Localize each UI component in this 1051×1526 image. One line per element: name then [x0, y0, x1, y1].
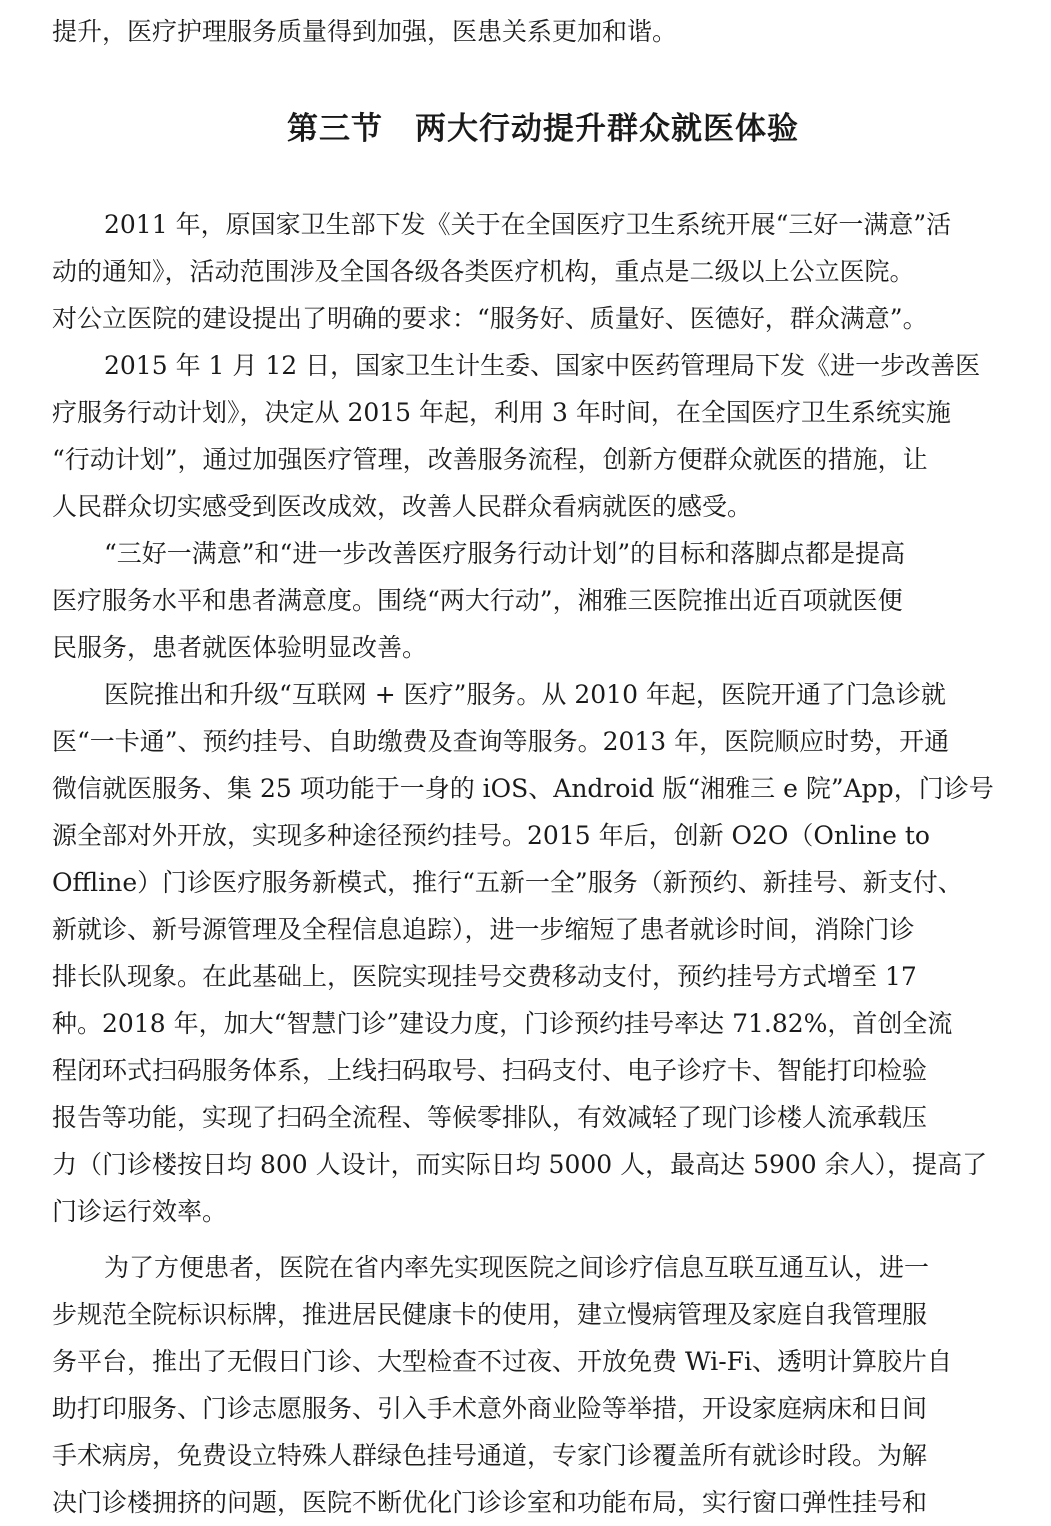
text-line: 民服务，患者就医体验明显改善。 [52, 633, 428, 662]
text-line: 程闭环式扫码服务体系，上线扫码取号、扫码支付、电子诊疗卡、智能打印检验 [52, 1056, 928, 1085]
paragraph [52, 1244, 1034, 1526]
paragraph [52, 671, 1034, 1235]
section-heading: 第三节 两大行动提升群众就医体验 [287, 111, 799, 147]
paragraph [52, 201, 1034, 342]
text-line: 人民群众切实感受到医改成效，改善人民群众看病就医的感受。 [52, 492, 753, 521]
document-page [52, 8, 1034, 1526]
text-line: 报告等功能，实现了扫码全流程、等候零排队，有效减轻了现门诊楼人流承载压 [52, 1103, 928, 1132]
text-line: 种。2018 年，加大“智慧门诊”建设力度，门诊预约挂号率达 71.82%，首创全流 [52, 1009, 953, 1038]
text-line: 新就诊、新号源管理及全程信息追踪），进一步缩短了患者就诊时间，消除门诊 [52, 915, 915, 944]
text-line: 步规范全院标识标牌，推进居民健康卡的使用，建立慢病管理及家庭自我管理服 [52, 1300, 928, 1329]
text-line: 对公立医院的建设提出了明确的要求：“服务好、质量好、医德好，群众满意”。 [52, 304, 928, 333]
text-line: 医院推出和升级“互联网 + 医疗”服务。从 2010 年起，医院开通了门急诊就 [104, 680, 946, 709]
text-line: 医“一卡通”、预约挂号、自助缴费及查询等服务。2013 年，医院顺应时势，开通 [52, 727, 950, 756]
text-line: 为了方便患者，医院在省内率先实现医院之间诊疗信息互联互通互认，进一 [104, 1253, 930, 1282]
text-line: 排长队现象。在此基础上，医院实现挂号交费移动支付，预约挂号方式增至 17 [52, 962, 917, 991]
text-line: Offline）门诊医疗服务新模式，推行“五新一全”服务（新预约、新挂号、新支付、 [52, 868, 963, 897]
text-line: 手术病房，免费设立特殊人群绿色挂号通道，专家门诊覆盖所有就诊时段。为解 [52, 1441, 928, 1470]
text-line: 力（门诊楼按日均 800 人设计，而实际日均 5000 人，最高达 5900 余人），提高了 [52, 1150, 988, 1179]
paragraph [52, 530, 1034, 671]
paragraph [52, 342, 1034, 530]
text-line: 动的通知》，活动范围涉及全国各级各类医疗机构，重点是二级以上公立医院。 [52, 257, 915, 286]
body-text [52, 201, 1034, 1526]
text-line: 助打印服务、门诊志愿服务、引入手术意外商业险等举措，开设家庭病床和日间 [52, 1394, 928, 1423]
lead-line: 提升，医疗护理服务质量得到加强，医患关系更加和谐。 [52, 17, 678, 46]
text-line: 决门诊楼拥挤的问题，医院不断优化门诊诊室和功能布局，实行窗口弹性挂号和 [52, 1488, 928, 1517]
text-line: 务平台，推出了无假日门诊、大型检查不过夜、开放免费 Wi-Fi、透明计算胶片自 [52, 1347, 952, 1376]
text-line: “行动计划”，通过加强医疗管理，改善服务流程，创新方便群众就医的措施，让 [52, 445, 928, 474]
text-line: “三好一满意”和“进一步改善医疗服务行动计划”的目标和落脚点都是提高 [104, 539, 906, 568]
text-line: 疗服务行动计划》，决定从 2015 年起，利用 3 年时间，在全国医疗卫生系统实施 [52, 398, 951, 427]
text-line: 微信就医服务、集 25 项功能于一身的 iOS、Android 版“湘雅三 e 院”App，门诊号 [52, 774, 994, 803]
text-line: 2011 年，原国家卫生部下发《关于在全国医疗卫生系统开展“三好一满意”活 [104, 210, 952, 239]
text-line: 医疗服务水平和患者满意度。围绕“两大行动”，湘雅三医院推出近百项就医便 [52, 586, 903, 615]
text-line: 2015 年 1 月 12 日，国家卫生计生委、国家中医药管理局下发《进一步改善医 [104, 351, 981, 380]
text-line: 门诊运行效率。 [52, 1197, 228, 1226]
text-line: 源全部对外开放，实现多种途径预约挂号。2015 年后，创新 O2O（Online to [52, 821, 930, 850]
